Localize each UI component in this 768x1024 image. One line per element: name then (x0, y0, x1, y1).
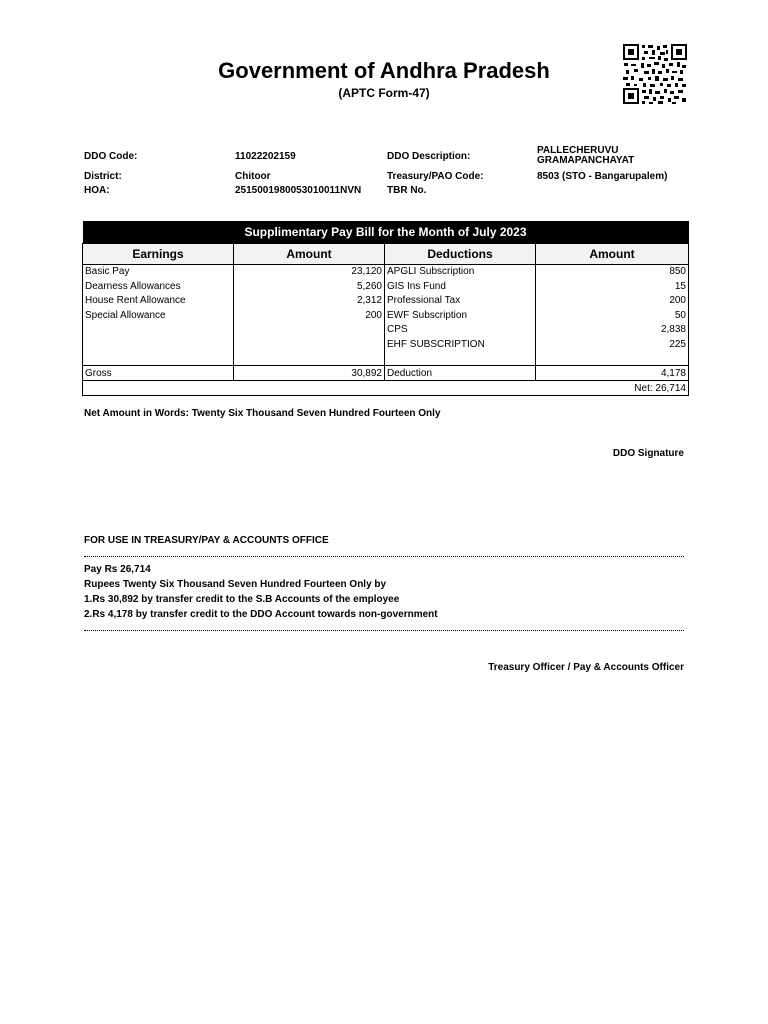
deduction-item-name: EWF Subscription (387, 309, 468, 321)
dotted-divider-bottom (84, 630, 684, 631)
deduction-item-amount: 50 (674, 309, 686, 321)
earning-item-amount: 2,312 (356, 295, 382, 307)
deductions-list (385, 265, 536, 366)
ddo-description-line2: GRAMAPANCHAYAT (537, 155, 635, 166)
pay-bill-table (82, 221, 689, 396)
district-label: District: (84, 171, 122, 182)
ddo-signature: DDO Signature (612, 448, 684, 459)
earning-item-name: House Rent Allowance (85, 295, 186, 307)
qr-code-icon (622, 43, 688, 105)
treasury-officer-signature: Treasury Officer / Pay & Accounts Officer (488, 662, 684, 673)
deduction-label: Deduction (385, 366, 536, 381)
deduction-item-name: CPS (387, 324, 408, 336)
pay-amount: Pay Rs 26,714 (84, 564, 151, 575)
earning-item-name: Basic Pay (85, 266, 130, 277)
deduction-item-name: GIS Ins Fund (387, 280, 446, 292)
gross-value: 30,892 (234, 366, 385, 381)
deduction-item-amount: 850 (669, 266, 686, 277)
deduction-item-amount: 200 (669, 295, 686, 307)
earning-item-amount: 5,260 (356, 280, 382, 292)
pay-amount-words: Rupees Twenty Six Thousand Seven Hundred Fourteen Only by (84, 579, 387, 590)
earnings-list (83, 265, 234, 366)
earnings-header: Earnings (83, 244, 234, 265)
earning-item-name: Dearness Allowances (85, 280, 181, 292)
page-title: Government of Andhra Pradesh (218, 58, 550, 83)
treasury-section-heading: FOR USE IN TREASURY/PAY & ACCOUNTS OFFICE (84, 535, 329, 546)
deductions-amounts (536, 265, 689, 366)
ddo-description-value (537, 146, 634, 166)
deduction-item-name: Professional Tax (387, 295, 461, 307)
treasury-code-label: Treasury/PAO Code: (387, 171, 484, 182)
deduction-item-amount: 225 (669, 338, 686, 350)
earnings-amount-header: Amount (234, 244, 385, 265)
deductions-header: Deductions (385, 244, 536, 265)
earning-item-amount: 23,120 (351, 266, 382, 277)
net-amount: Net: 26,714 (83, 381, 689, 396)
deductions-amount-header: Amount (536, 244, 689, 265)
earnings-amounts (234, 265, 385, 366)
deduction-value: 4,178 (536, 366, 689, 381)
form-number: (APTC Form-47) (338, 86, 430, 100)
dotted-divider-top (84, 556, 684, 557)
deduction-item-name: APGLI Subscription (387, 266, 475, 277)
ddo-code-label: DDO Code: (84, 151, 138, 162)
deduction-item-amount: 15 (674, 280, 686, 292)
gross-label: Gross (83, 366, 234, 381)
ddo-description-line1: PALLECHERUVU (537, 145, 619, 156)
hoa-label: HOA: (84, 185, 110, 196)
ddo-code-value: 11022202159 (235, 151, 296, 162)
district-value: Chitoor (235, 171, 271, 182)
hoa-value: 2515001980053010011NVN (235, 185, 362, 196)
ddo-description-label: DDO Description: (387, 151, 471, 162)
deduction-item-name: EHF SUBSCRIPTION (387, 338, 485, 350)
net-amount-in-words: Net Amount in Words: Twenty Six Thousand Seven Hundred Fourteen Only (84, 408, 441, 419)
deduction-item-amount: 2,838 (660, 324, 686, 336)
earning-item-amount: 200 (365, 309, 382, 321)
treasury-code-value: 8503 (STO - Bangarupalem) (537, 171, 668, 182)
tbr-label: TBR No. (387, 185, 427, 196)
transfer-line-1: 1.Rs 30,892 by transfer credit to the S.B Accounts of the employee (84, 594, 400, 605)
earning-item-name: Special Allowance (85, 309, 166, 321)
bill-title: Supplimentary Pay Bill for the Month of July 2023 (83, 221, 689, 244)
transfer-line-2: 2.Rs 4,178 by transfer credit to the DDO Account towards non-government (84, 609, 438, 620)
